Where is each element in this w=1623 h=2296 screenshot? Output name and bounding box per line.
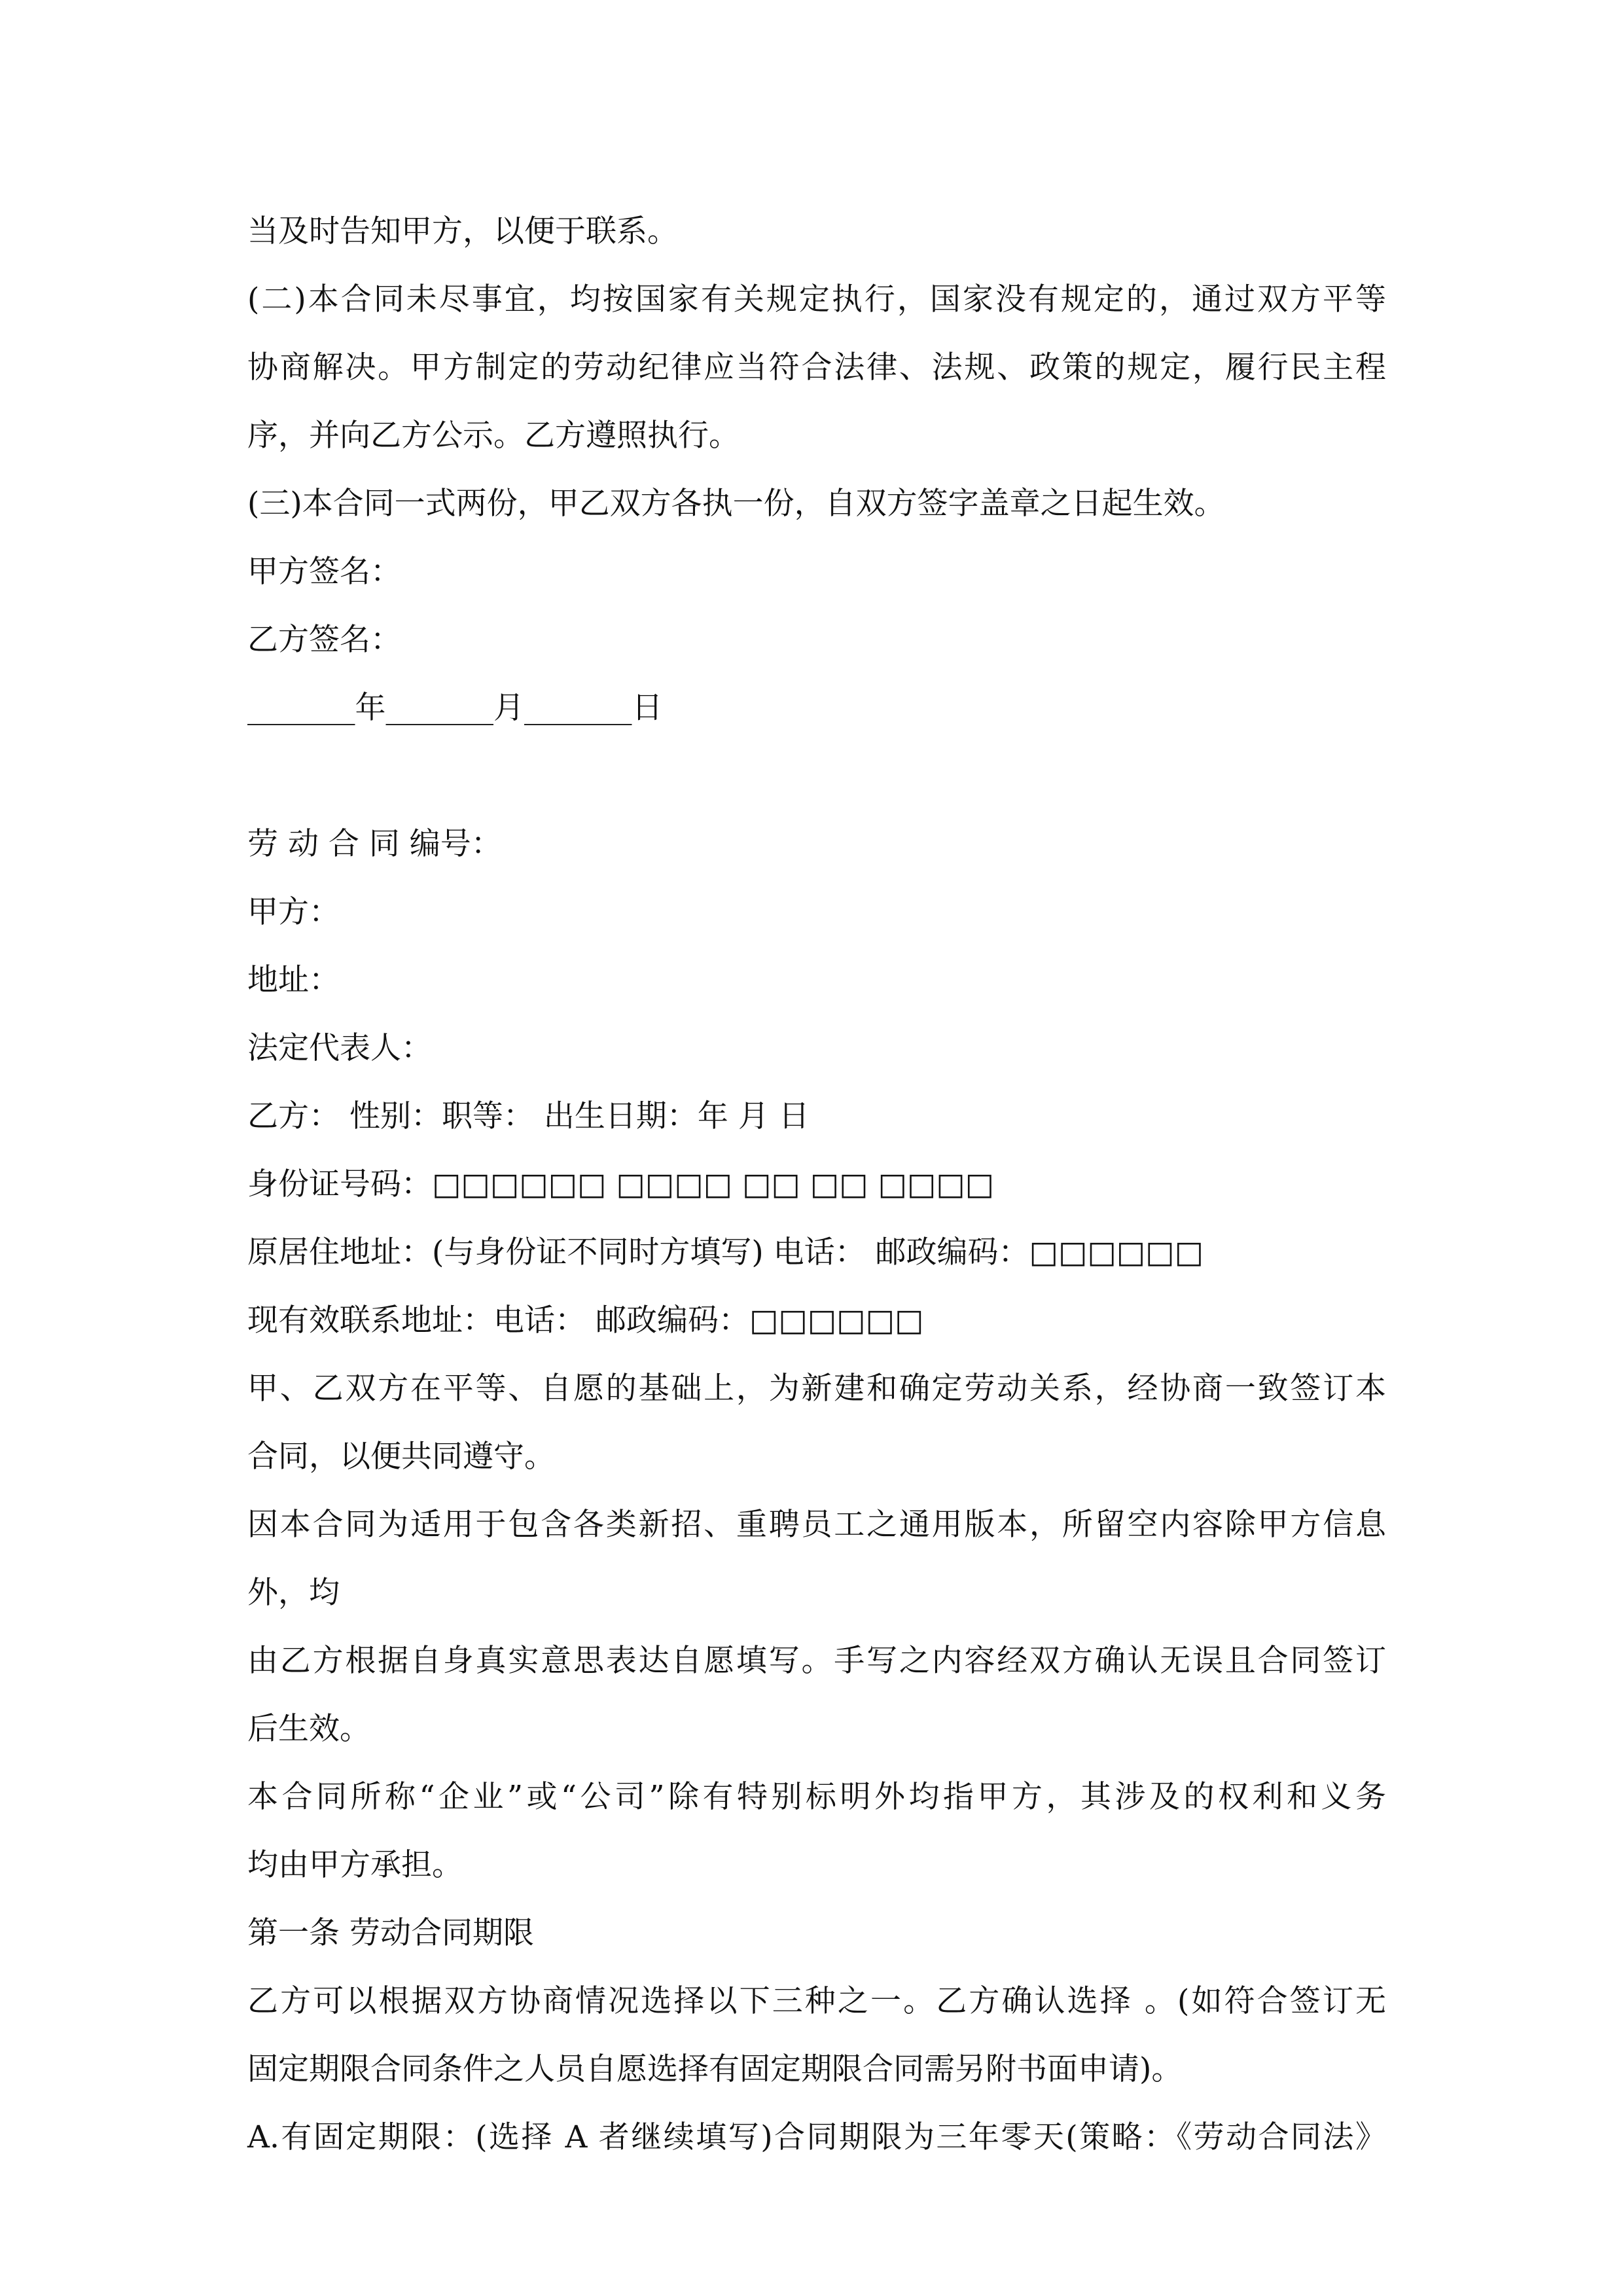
paragraph-line: A.有固定期限：(选择 A 者继续填写)合同期限为三年零天(策略：《劳动合同法》 bbox=[247, 2119, 1386, 2155]
paragraph-line: 当及时告知甲方，以便于联系。 bbox=[247, 213, 678, 249]
legal-representative-label: 法定代表人： bbox=[247, 1030, 432, 1066]
id-number-line: 身份证号码：□□□□□□ □□□□ □□ □□ □□□□ bbox=[247, 1166, 995, 1202]
paragraph-line: (二)本合同未尽事宜，均按国家有关规定执行，国家没有规定的，通过双方平等 bbox=[247, 281, 1386, 317]
original-address-line: 原居住地址：(与身份证不同时方填写) 电话： 邮政编码：□□□□□□ bbox=[247, 1234, 1204, 1270]
article-heading: 第一条 劳动合同期限 bbox=[247, 1915, 534, 1951]
document-body bbox=[247, 198, 1386, 2172]
paragraph-line: 后生效。 bbox=[247, 1711, 370, 1747]
paragraph-line: 乙方可以根据双方协商情况选择以下三种之一。乙方确认选择 。(如符合签订无 bbox=[247, 1983, 1386, 2019]
section-spacer bbox=[247, 742, 1386, 810]
paragraph-line: 均由甲方承担。 bbox=[247, 1847, 463, 1883]
paragraph-line: 由乙方根据自身真实意思表达自愿填写。手写之内容经双方确认无误且合同签订 bbox=[247, 1643, 1386, 1679]
party-b-info-line: 乙方： 性别：职等： 出生日期：年 月 日 bbox=[247, 1098, 810, 1134]
paragraph-line: 因本合同为适用于包含各类新招、重聘员工之通用版本，所留空内容除甲方信息 bbox=[247, 1507, 1386, 1543]
paragraph-line: 序，并向乙方公示。乙方遵照执行。 bbox=[247, 418, 740, 454]
address-label: 地址： bbox=[247, 962, 340, 998]
paragraph-line: 甲、乙双方在平等、自愿的基础上，为新建和确定劳动关系，经协商一致签订本 bbox=[247, 1371, 1386, 1407]
paragraph-line: 合同，以便共同遵守。 bbox=[247, 1439, 555, 1475]
party-a-label: 甲方： bbox=[247, 894, 340, 930]
date-blank-line: _______年_______月_______日 bbox=[247, 690, 663, 726]
paragraph-line: 本合同所称“企业”或“公司”除有特别标明外均指甲方，其涉及的权利和义务 bbox=[247, 1779, 1386, 1815]
contract-title: 劳 动 合 同 编号： bbox=[247, 826, 502, 862]
paragraph-line: 固定期限合同条件之人员自愿选择有固定期限合同需另附书面申请)。 bbox=[247, 2051, 1183, 2087]
current-address-line: 现有效联系地址：电话： 邮政编码：□□□□□□ bbox=[247, 1302, 924, 1338]
party-b-signature-label: 乙方签名： bbox=[247, 622, 401, 658]
paragraph-line: 外，均 bbox=[247, 1575, 340, 1611]
paragraph-line: 协商解决。甲方制定的劳动纪律应当符合法律、法规、政策的规定，履行民主程 bbox=[247, 350, 1386, 386]
paragraph-line: (三)本合同一式两份，甲乙双方各执一份，自双方签字盖章之日起生效。 bbox=[247, 486, 1225, 522]
party-a-signature-label: 甲方签名： bbox=[247, 554, 401, 590]
